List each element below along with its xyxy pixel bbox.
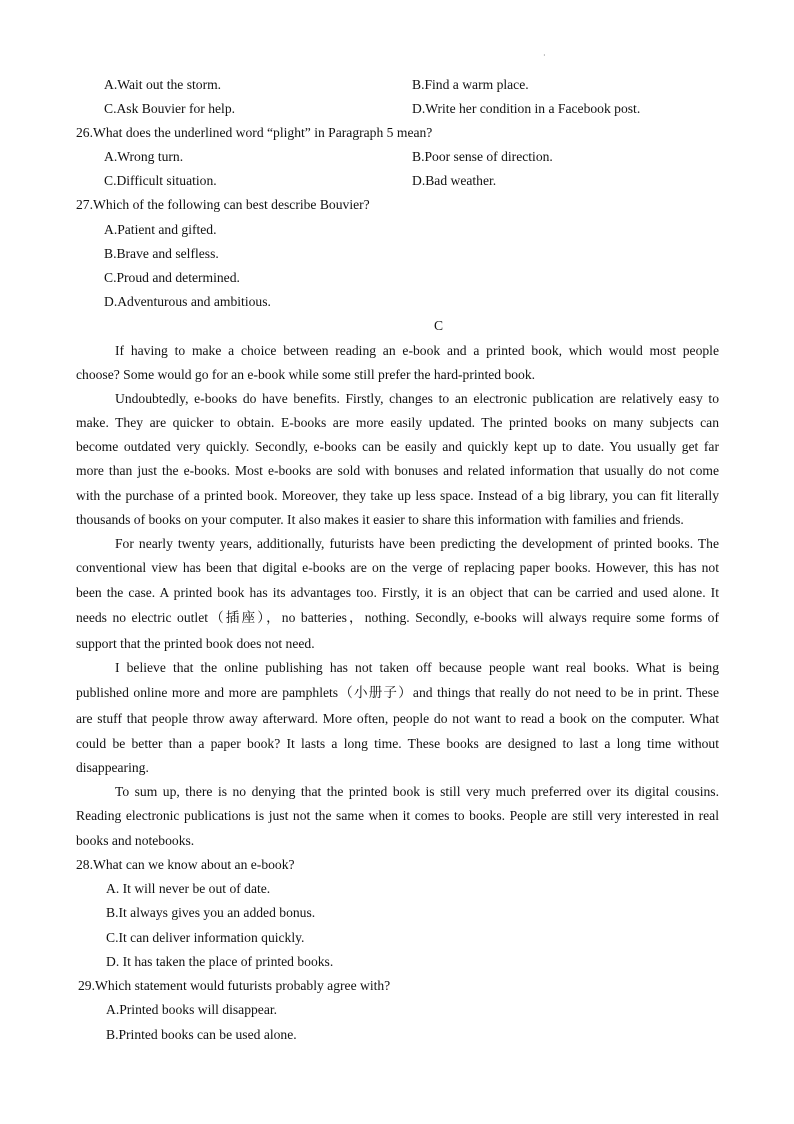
q27-option-a: A.Patient and gifted. — [104, 222, 217, 237]
passage-p2-line-6: thousands of books on your computer. It also makes it easier to share this information with families and friends. — [76, 512, 684, 527]
passage-p4-line-4: could be better than a paper book? It lasts a long time. These books are designed to last a long time without — [76, 736, 719, 751]
passage-p2-line-5: with the purchase of a printed book. Moreover, they take up less space. Instead of a big library, you can fit literally — [76, 488, 719, 503]
passage-p5-line-2: Reading electronic publications is just not the same when it comes to books. People are still very interested in real — [76, 808, 719, 823]
passage-p2-line-3: become outdated very quickly. Secondly, e-books can be easily and quickly kept up to date. You usually get far — [76, 439, 719, 454]
passage-p4-line-1: I believe that the online publishing has not taken off because people want real books. What is being — [115, 660, 719, 675]
passage-p5-line-1: To sum up, there is no denying that the printed book is still very much preferred over its digital cousins. — [115, 784, 719, 799]
q26-option-d: D.Bad weather. — [412, 173, 497, 188]
q28-option-c: C.It can deliver information quickly. — [106, 930, 305, 945]
q28-option-a: A. It will never be out of date. — [106, 881, 271, 896]
q25-option-d: D.Write her condition in a Facebook post. — [412, 101, 641, 116]
q28-option-b: B.It always gives you an added bonus. — [106, 905, 316, 920]
passage-p3-line-2: conventional view has been that digital e-books are on the verge of replacing paper books. However, this has not — [76, 560, 719, 575]
q26-option-c: C.Difficult situation. — [104, 173, 217, 188]
q29-stem: 29.Which statement would futurists probably agree with? — [78, 978, 391, 993]
q27-option-d: D.Adventurous and ambitious. — [104, 294, 271, 309]
passage-p3-line-1: For nearly twenty years, additionally, futurists have been predicting the development of printed books. The — [115, 536, 719, 551]
q28-option-d: D. It has taken the place of printed books. — [106, 954, 334, 969]
q29-option-b: B.Printed books can be used alone. — [106, 1027, 297, 1042]
q27-stem: 27.Which of the following can best describe Bouvier? — [76, 197, 370, 212]
q26-option-a: A.Wrong turn. — [104, 149, 184, 164]
passage-p2-line-1: Undoubtedly, e-books do have benefits. Firstly, changes to an electronic publication are relatively easy to — [115, 391, 719, 406]
passage-p4-line-3: are stuff that people throw away afterward. More often, people do not want to read a book on the computer. What — [76, 711, 719, 726]
passage-p4-line-2: published online more and more are pamphlets（小册子）and things that really do not need to be in print. These — [76, 685, 719, 700]
passage-p5-line-3: books and notebooks. — [76, 833, 195, 848]
scan-mark: · — [543, 51, 546, 60]
q27-option-b: B.Brave and selfless. — [104, 246, 219, 261]
q25-option-c: C.Ask Bouvier for help. — [104, 101, 236, 116]
passage-p1-line-1: If having to make a choice between reading an e-book and a printed book, which would most people — [115, 343, 719, 358]
q25-option-a: A.Wait out the storm. — [104, 77, 222, 92]
passage-p3-line-5: support that the printed book does not need. — [76, 636, 315, 651]
section-heading: C — [434, 318, 444, 333]
q26-stem: 26.What does the underlined word “plight” in Paragraph 5 mean? — [76, 125, 433, 140]
passage-p1-line-2: choose? Some would go for an e-book while some still prefer the hard-printed book. — [76, 367, 536, 382]
passage-p3-line-4: needs no electric outlet（插座），no batteries，nothing. Secondly, e-books will always require some forms of — [76, 610, 719, 625]
passage-p2-line-4: more than just the e-books. Most e-books are sold with bonuses and related information that usually do not come — [76, 463, 719, 478]
passage-p4-line-5: disappearing. — [76, 760, 149, 775]
passage-p2-line-2: make. They are quicker to obtain. E-books are more easily updated. The printed books on many subjects can — [76, 415, 719, 430]
q26-option-b: B.Poor sense of direction. — [412, 149, 553, 164]
q28-stem: 28.What can we know about an e-book? — [76, 857, 295, 872]
passage-p3-line-3: been the case. A printed book has its advantages too. Firstly, it is an object that can be carried and used alone. It — [76, 585, 719, 600]
q29-option-a: A.Printed books will disappear. — [106, 1002, 278, 1017]
q25-option-b: B.Find a warm place. — [412, 77, 529, 92]
q27-option-c: C.Proud and determined. — [104, 270, 240, 285]
